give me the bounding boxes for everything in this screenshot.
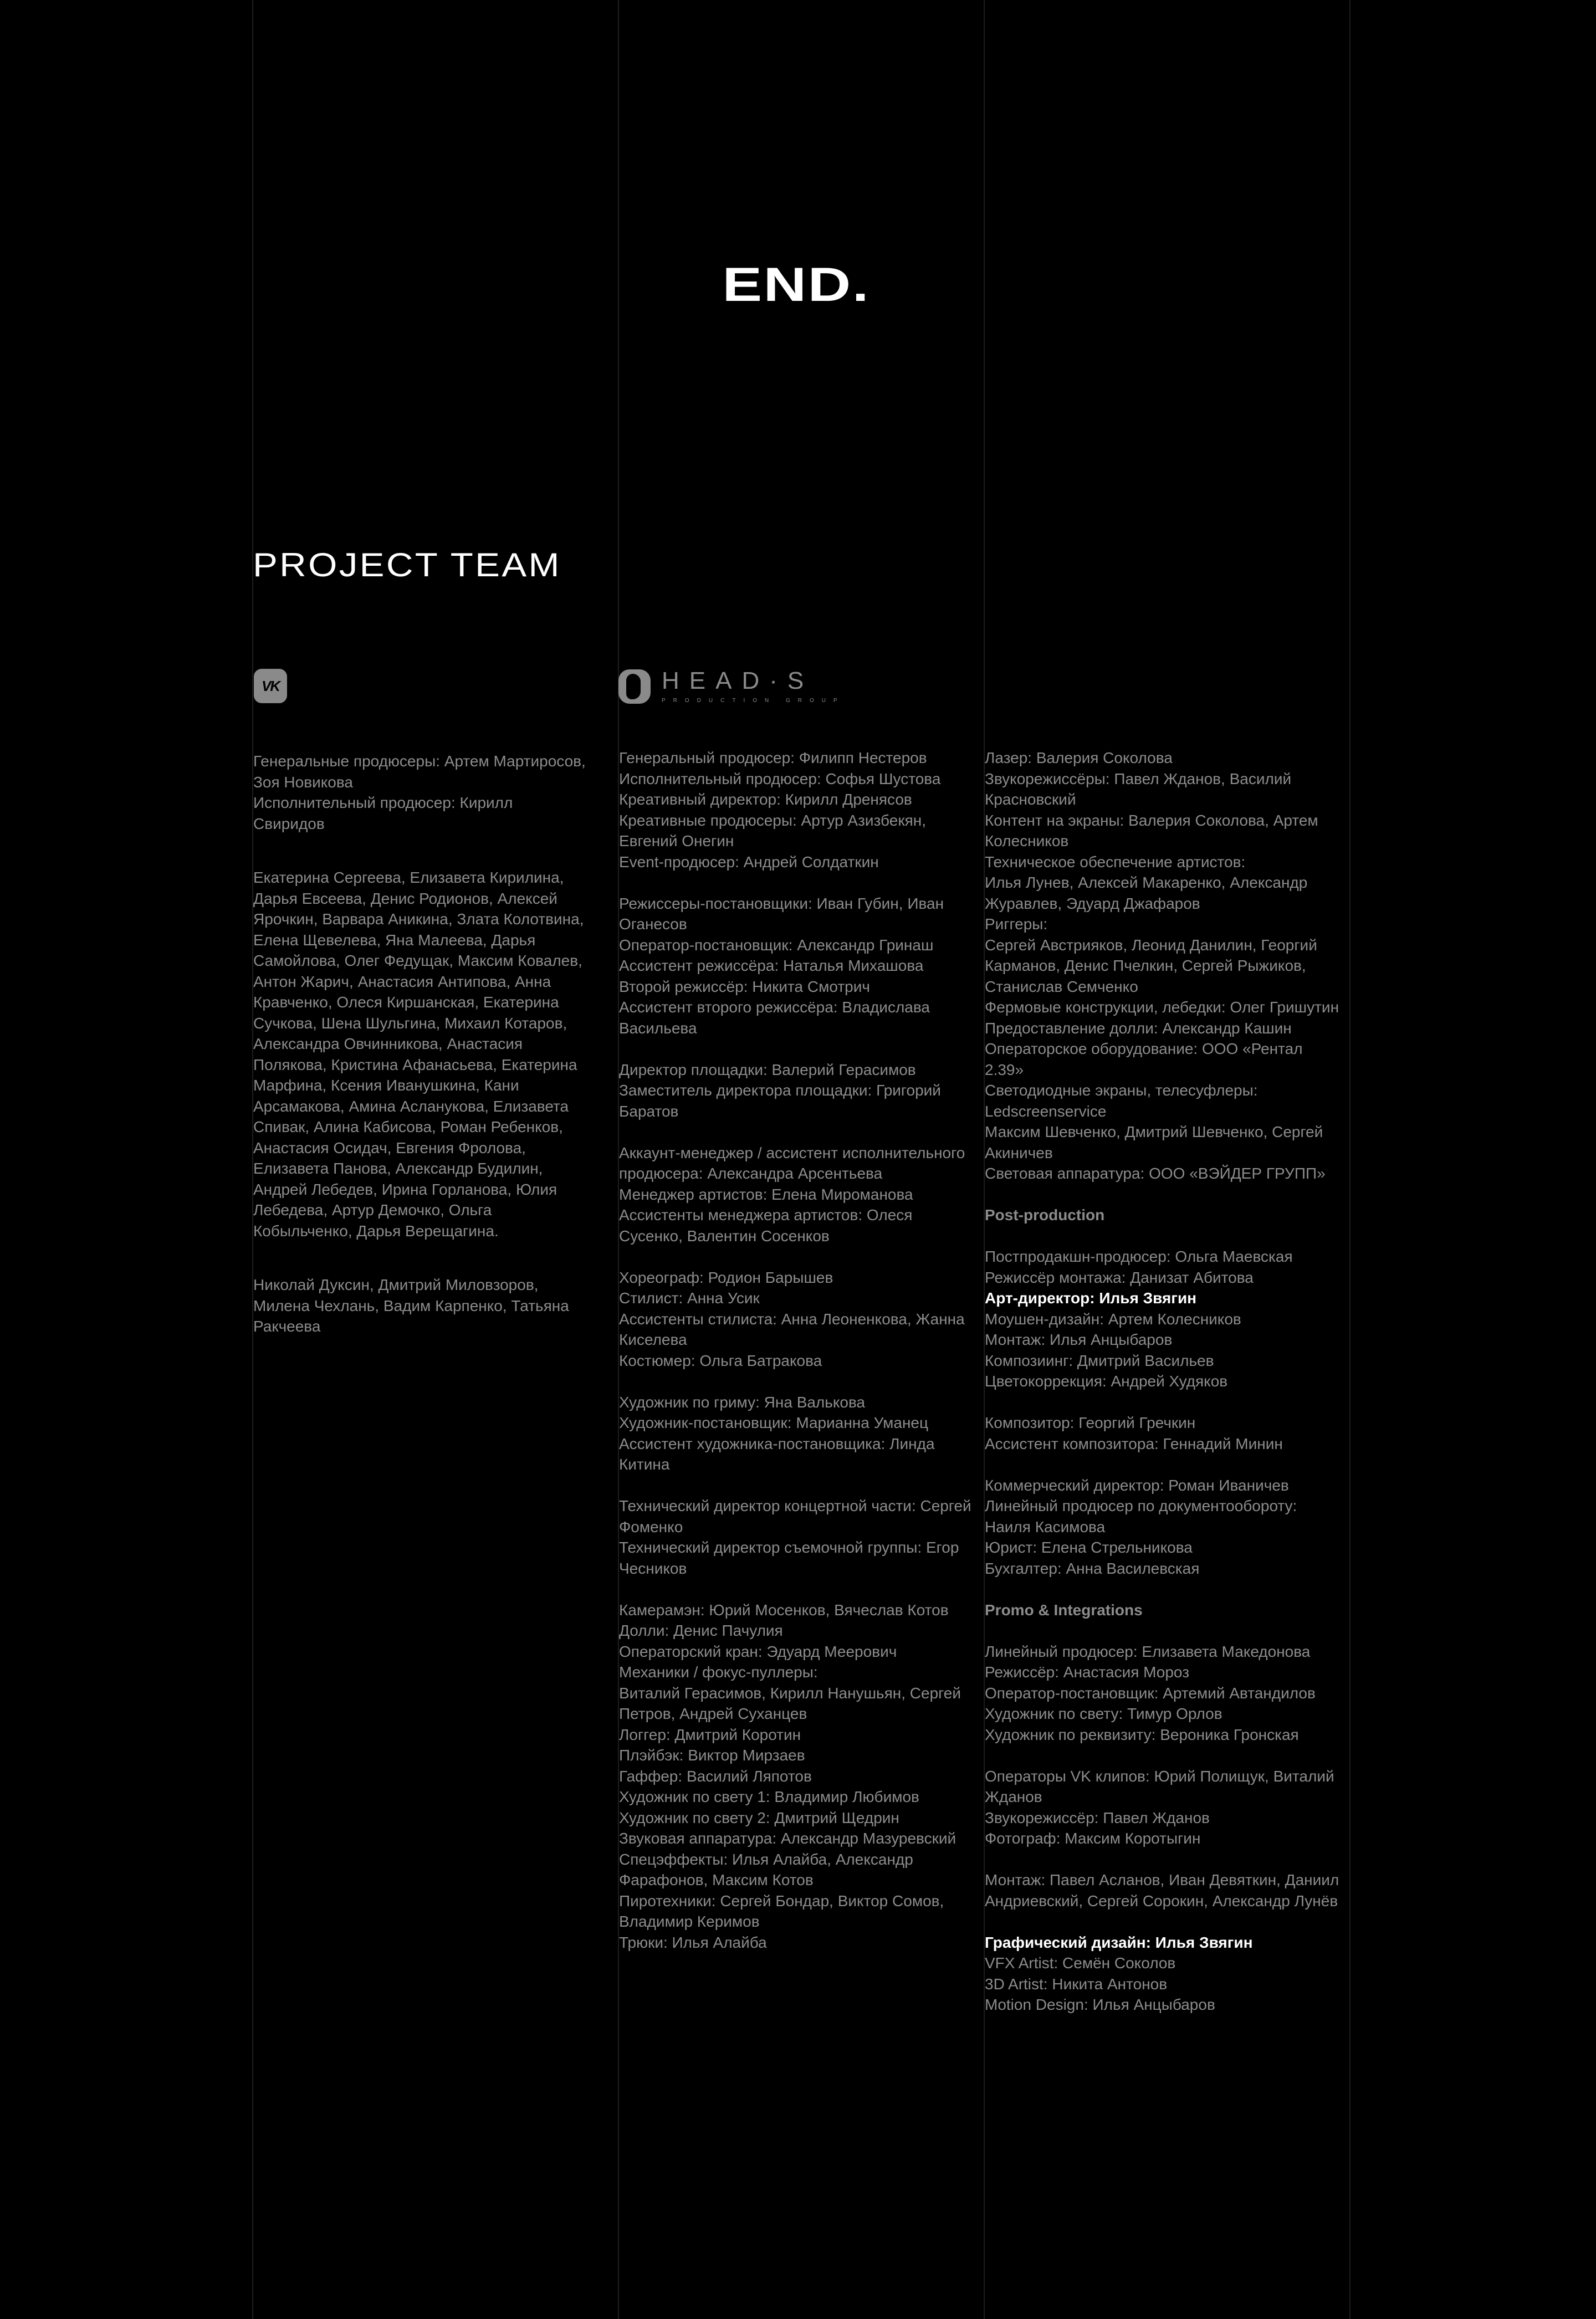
credit-entry: Бухгалтер: Анна Василевская — [985, 1559, 1200, 1577]
credit-entry: Композитор: Георгий Гречкин — [985, 1414, 1196, 1431]
credit-entry: Пиротехники: Сергей Бондар, Виктор Сомов, Владимир Керимов — [619, 1892, 944, 1930]
credit-entry: Директор площадки: Валерий Герасимов — [619, 1061, 916, 1078]
credits-block — [619, 1600, 974, 1953]
credits-block — [985, 1600, 1339, 1745]
vk-logo — [254, 669, 287, 703]
credit-entry: Спецэффекты: Илья Алайба, Александр Фарафонов, Максим Котов — [619, 1850, 913, 1888]
credits-block — [985, 1412, 1339, 1454]
credit-entry: Менеджер артистов: Елена Мироманова — [619, 1185, 913, 1203]
credit-entry: Художник по свету: Тимур Орлов — [985, 1705, 1222, 1722]
credit-entry: Художник по реквизиту: Вероника Гронская — [985, 1726, 1299, 1743]
credit-entry: Светодиодные экраны, телесуфлеры: Ledscreenservice — [985, 1082, 1258, 1120]
credit-entry: Режиссёр монтажа: Данизат Абитова — [985, 1268, 1254, 1286]
end-title — [0, 258, 1596, 313]
credit-entry: Гаффер: Василий Ляпотов — [619, 1767, 812, 1785]
credit-entry: Контент на экраны: Валерия Соколова, Артем Колесников — [985, 811, 1318, 849]
credits-column-production — [985, 748, 1339, 2036]
credit-entry-highlighted: Арт-директор: Илья Звягин — [985, 1289, 1197, 1307]
credits-block — [985, 1766, 1339, 1849]
credit-entry: Стилист: Анна Усик — [619, 1289, 760, 1307]
credit-entry: Технический директор концертной части: Сергей Фоменко — [619, 1497, 971, 1535]
credit-entry: Операторский кран: Эдуард Меерович — [619, 1642, 897, 1660]
credit-entry: Цветокоррекция: Андрей Худяков — [985, 1373, 1228, 1390]
credit-entry: Постпродакшн-продюсер: Ольга Маевская — [985, 1248, 1293, 1265]
credit-entry: Генеральный продюсер: Филипп Нестеров — [619, 749, 927, 766]
credit-entry: Оператор-постановщик: Александр Гринаш — [619, 936, 934, 954]
credit-entry: Оператор-постановщик: Артемий Автандилов — [985, 1684, 1316, 1702]
credit-entry: Логгер: Дмитрий Коротин — [619, 1726, 801, 1743]
credit-entry: Монтаж: Павел Асланов, Иван Девяткин, Даниил Андриевский, Сергей Сорокин, Александр Лунёв — [985, 1871, 1339, 1910]
end-title-text: END. — [722, 258, 871, 311]
credit-entry: Второй режиссёр: Никита Смотрич — [619, 977, 870, 995]
credit-entry: Трюки: Илья Алайба — [619, 1933, 767, 1951]
credits-block — [619, 893, 974, 1039]
credit-entry: Механики / фокус-пуллеры: Виталий Герасимов, Кирилл Нанушьян, Сергей Петров, Андрей Суханцев — [619, 1663, 961, 1722]
credit-entry: Ассистенты стилиста: Анна Леоненкова, Жанна Киселева — [619, 1310, 965, 1348]
credit-entry: Композиинг: Дмитрий Васильев — [985, 1352, 1214, 1369]
credit-entry: Ассистент композитора: Геннадий Минин — [985, 1435, 1283, 1452]
credit-entry-highlighted: Графический дизайн: Илья Звягин — [985, 1933, 1253, 1951]
credit-entry: Ассистенты менеджера артистов: Олеся Сусенко, Валентин Сосенков — [619, 1206, 913, 1245]
credits-block — [985, 1475, 1339, 1579]
credit-entry: Звуковая аппаратура: Александр Мазуревский — [619, 1830, 956, 1847]
credit-entry: Монтаж: Илья Анцыбаров — [985, 1331, 1173, 1348]
credit-entry: Юрист: Елена Стрельникова — [985, 1539, 1193, 1556]
credit-entry: Коммерческий директор: Роман Иваничев — [985, 1476, 1289, 1494]
credits-block — [619, 1496, 974, 1579]
credit-entry: Костюмер: Ольга Батракова — [619, 1352, 822, 1369]
credit-entry: VFX Artist: Семён Соколов — [985, 1954, 1176, 1972]
credits-column-heads — [619, 748, 974, 1974]
credit-entry: Креативные продюсеры: Артур Азизбекян, Евгений Онегин — [619, 811, 926, 849]
credits-block — [253, 867, 586, 1241]
heads-logo — [618, 669, 845, 704]
credits-block — [985, 748, 1339, 1184]
credit-entry: Техническое обеспечение артистов: Илья Лунев, Алексей Макаренко, Александр Журавлев, Эдуард Джафаров — [985, 853, 1308, 912]
credit-entry: Моушен-дизайн: Артем Колесников — [985, 1310, 1241, 1328]
heads-logo-subtitle: PRODUCTION GROUP — [662, 698, 845, 704]
credit-entry: Художник-постановщик: Марианна Уманец — [619, 1414, 929, 1431]
credits-column-vk — [253, 751, 586, 1370]
credit-entry: Екатерина Сергеева, Елизавета Кирилина, Дарья Евсеева, Денис Родионов, Алексей Ярочкин, Варвара Аникина, Злата Колотвина, Елена Щевелева, Яна Малеева, Дарья Самойлова, Олег Федущак, Максим Ковалев, Антон Жарич, Анастасия Антипова, Анна Кравченко, Олеся Киршанская, Екатерина Сучкова, Шена Шульгина, Михаил Котаров, Александра Овчинникова, Анастасия Полякова, Кристина Афанасьева, Екатерина Марфина, Ксения Иванушкина, Кани Арсамакова, Амина Асланукова, Елизавета Спивак, Алина Кабисова, Роман Ребенков, Анастасия Осидач, Евгения Фролова, Елизавета Панова, Александр Будилин, Андрей Лебедев, Ирина Горланова, Юлия Лебедева, Артур Демочко, Ольга Кобыльченко, Дарья Верещагина. — [253, 869, 584, 1240]
credit-entry: Ассистент художника-постановщика: Линда Китина — [619, 1435, 935, 1473]
credits-block — [985, 1870, 1339, 1911]
credits-block — [619, 1059, 974, 1122]
credit-entry: Линейный продюсер по документообороту: Наиля Касимова — [985, 1497, 1297, 1535]
heads-logo-name: HEAD·S — [662, 667, 814, 694]
credit-entry: Художник по свету 2: Дмитрий Щедрин — [619, 1809, 899, 1826]
credit-entry: Motion Design: Илья Анцыбаров — [985, 1996, 1215, 2013]
credit-entry: Ассистент второго режиссёра: Владислава Васильева — [619, 999, 930, 1037]
credit-entry: Долли: Денис Пачулия — [619, 1622, 783, 1639]
credit-entry: Лазер: Валерия Соколова — [985, 749, 1173, 766]
credit-entry: Световая аппаратура: ООО «ВЭЙДЕР ГРУПП» — [985, 1165, 1326, 1182]
credits-block — [253, 751, 586, 834]
vk-logo-text: VK — [261, 677, 280, 694]
credits-block — [619, 1267, 974, 1371]
credits-block — [985, 1932, 1339, 2015]
credits-block — [619, 1143, 974, 1247]
credit-entry: Режиссёр: Анастасия Мороз — [985, 1663, 1190, 1681]
credit-entry: Риггеры: Сергей Австрияков, Леонид Данилин, Георгий Карманов, Денис Пчелкин, Сергей Рыжиков, Станислав Семченко — [985, 915, 1317, 995]
heads-head-icon — [618, 669, 651, 704]
credit-entry: Режиссеры-постановщики: Иван Губин, Иван Оганесов — [619, 894, 944, 933]
credit-entry: Заместитель директора площадки: Григорий Баратов — [619, 1082, 941, 1120]
credits-block — [253, 1274, 586, 1337]
credit-entry: Художник по свету 1: Владимир Любимов — [619, 1788, 919, 1805]
credit-entry: Event-продюсер: Андрей Солдаткин — [619, 853, 879, 871]
credit-entry: Художник по гриму: Яна Валькова — [619, 1393, 866, 1411]
credit-entry: Звукорежиссёры: Павел Жданов, Василий Красновский — [985, 770, 1292, 808]
credit-entry: Ассистент режиссёра: Наталья Михашова — [619, 957, 924, 974]
credit-entry: Николай Дуксин, Дмитрий Миловзоров, Милена Чехлань, Вадим Карпенко, Татьяна Ракчеева — [253, 1276, 569, 1335]
credit-entry: Камерамэн: Юрий Мосенков, Вячеслав Котов — [619, 1601, 949, 1619]
credits-block — [619, 1392, 974, 1475]
credit-entry: Фотограф: Максим Коротыгин — [985, 1830, 1201, 1847]
credits-heading: Promo & Integrations — [985, 1601, 1143, 1619]
credits-heading: Post-production — [985, 1206, 1105, 1224]
credit-entry: Технический директор съемочной группы: Егор Чесников — [619, 1539, 959, 1577]
credits-block — [619, 748, 974, 872]
credit-entry: 3D Artist: Никита Антонов — [985, 1975, 1168, 1993]
section-title: PROJECT TEAM — [253, 546, 561, 583]
credit-entry: Креативный директор: Кирилл Дренясов — [619, 791, 912, 808]
credit-entry: Линейный продюсер: Елизавета Македонова — [985, 1642, 1311, 1660]
credit-entry: Плэйбэк: Виктор Мирзаев — [619, 1747, 805, 1764]
credit-entry: Операторы VK клипов: Юрий Полищук, Виталий Жданов — [985, 1767, 1334, 1805]
credit-entry: Предоставление долли: Александр Кашин — [985, 1019, 1292, 1037]
credit-entry: Операторское оборудование: ООО «Рентал 2.39» — [985, 1040, 1303, 1078]
column-divider — [1349, 0, 1351, 2319]
credit-entry: Генеральные продюсеры: Артем Мартиросов, Зоя Новикова — [253, 752, 586, 791]
credit-entry: Исполнительный продюсер: Софья Шустова — [619, 770, 941, 787]
credit-entry: Аккаунт-менеджер / ассистент исполнительного продюсера: Александра Арсентьева — [619, 1144, 965, 1182]
credit-entry: Фермовые конструкции, лебедки: Олег Гришутин — [985, 999, 1339, 1016]
credits-block — [985, 1205, 1339, 1392]
credit-entry: Исполнительный продюсер: Кирилл Свиридов — [253, 794, 513, 832]
credit-entry: Максим Шевченко, Дмитрий Шевченко, Сергей Акиничев — [985, 1123, 1323, 1161]
credit-entry: Звукорежиссёр: Павел Жданов — [985, 1809, 1210, 1826]
credit-entry: Хореограф: Родион Барышев — [619, 1268, 833, 1286]
